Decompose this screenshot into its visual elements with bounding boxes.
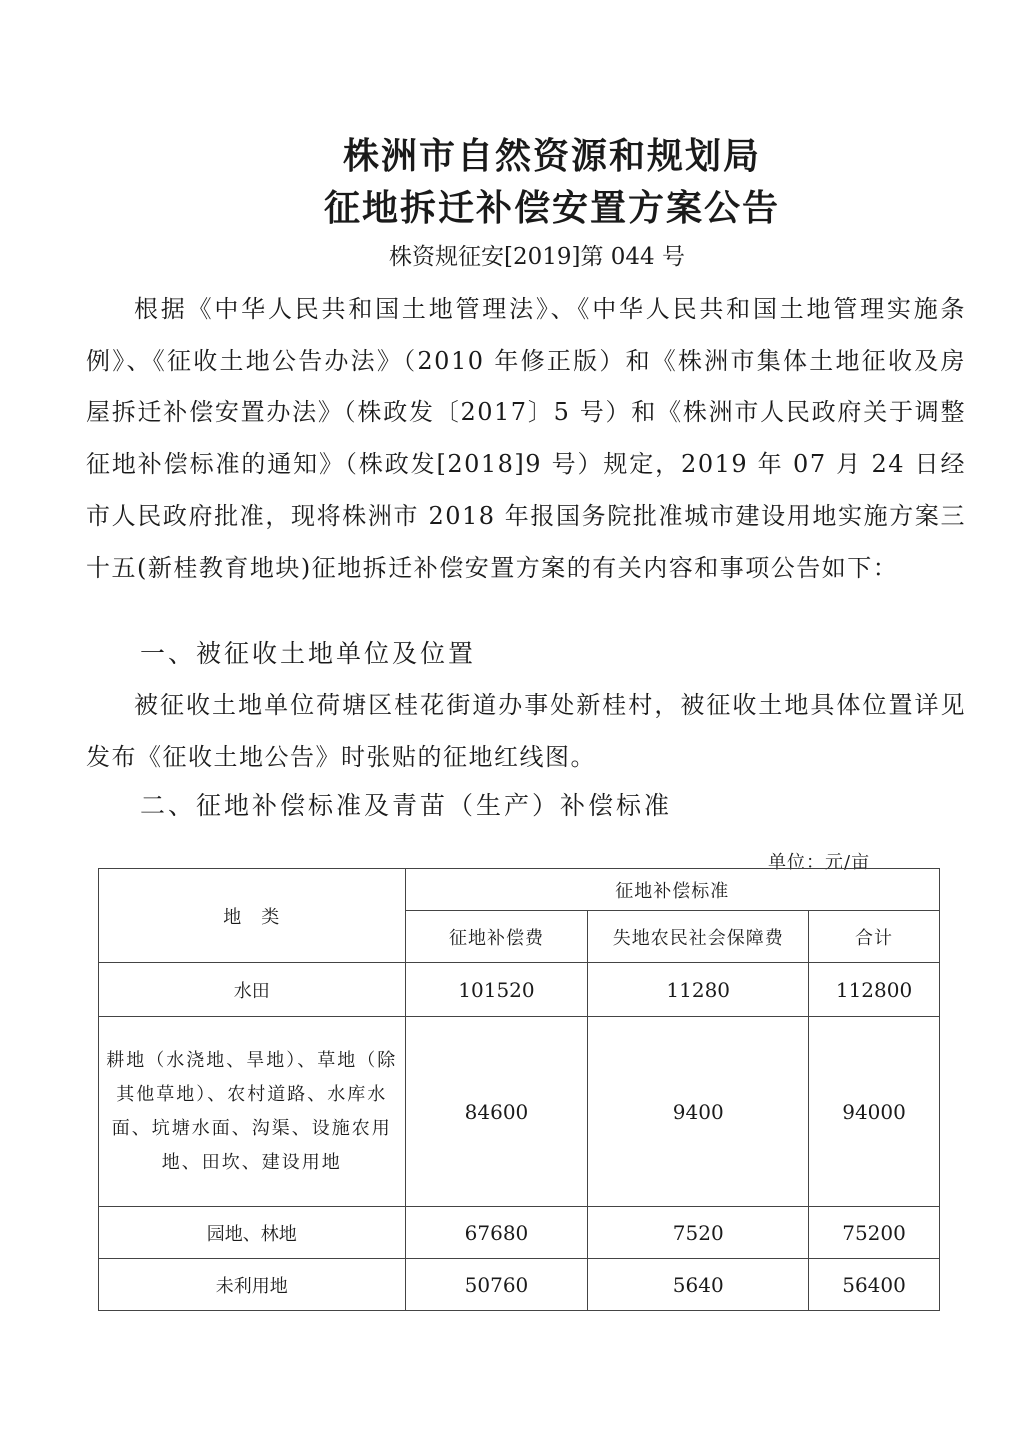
header-compensation-standard: 征地补偿标准: [405, 869, 939, 911]
cell-land-type: 未利用地: [99, 1259, 406, 1311]
header-social-security-fee: 失地农民社会保障费: [588, 911, 809, 963]
cell-social: 9400: [588, 1017, 809, 1207]
table-row: [99, 1207, 940, 1259]
header-compensation-fee: 征地补偿费: [405, 911, 588, 963]
compensation-table: [98, 868, 940, 1311]
table-unit-label: 单位：元/亩: [768, 852, 871, 873]
cell-fee: 84600: [405, 1017, 588, 1207]
cell-land-type: 水田: [99, 963, 406, 1017]
section1-paragraph: 被征收土地单位荷塘区桂花街道办事处新桂村，被征收土地具体位置详见发布《征收土地公告》时张贴的征地红线图。: [86, 691, 966, 771]
intro-paragraph: 根据《中华人民共和国土地管理法》、《中华人民共和国土地管理实施条例》、《征收土地公告办法》（2010 年修正版）和《株洲市集体土地征收及房屋拆迁补偿安置办法》（株政发〔2017〕5 号）和《株洲市人民政府关于调整征地补偿标准的通知》（株政发[2018]9 号）规定，2019 年 07 月 24 日经市人民政府批准，现将株洲市 2018 年报国务院批准城市建设用地实施方案三十五(新桂教育地块)征地拆迁补偿安置方案的有关内容和事项公告如下：: [86, 295, 966, 582]
cell-social: 7520: [588, 1207, 809, 1259]
cell-total: 56400: [809, 1259, 940, 1311]
table-row: [99, 1259, 940, 1311]
section2-heading: 二、征地补偿标准及青苗（生产）补偿标准: [140, 791, 673, 820]
cell-total: 112800: [809, 963, 940, 1017]
document-title-line2: 征地拆迁补偿安置方案公告: [323, 188, 780, 229]
table-row: [99, 1017, 940, 1207]
cell-land-type: 耕地（水浇地、旱地）、草地（除其他草地）、农村道路、水库水面、坑塘水面、沟渠、设施农用地、田坎、建设用地: [99, 1017, 406, 1207]
table-row: [99, 963, 940, 1017]
cell-land-type: 园地、林地: [99, 1207, 406, 1259]
cell-total: 75200: [809, 1207, 940, 1259]
section1-heading: 一、被征收土地单位及位置: [140, 639, 477, 668]
header-land-type: 地 类: [99, 869, 406, 963]
document-title-line1: 株洲市自然资源和规划局: [342, 136, 761, 177]
cell-total: 94000: [809, 1017, 940, 1207]
cell-social: 5640: [588, 1259, 809, 1311]
cell-fee: 101520: [405, 963, 588, 1017]
cell-fee: 50760: [405, 1259, 588, 1311]
cell-social: 11280: [588, 963, 809, 1017]
document-number: 株资规征安[2019]第 044 号: [388, 244, 685, 270]
cell-fee: 67680: [405, 1207, 588, 1259]
header-total: 合计: [809, 911, 940, 963]
